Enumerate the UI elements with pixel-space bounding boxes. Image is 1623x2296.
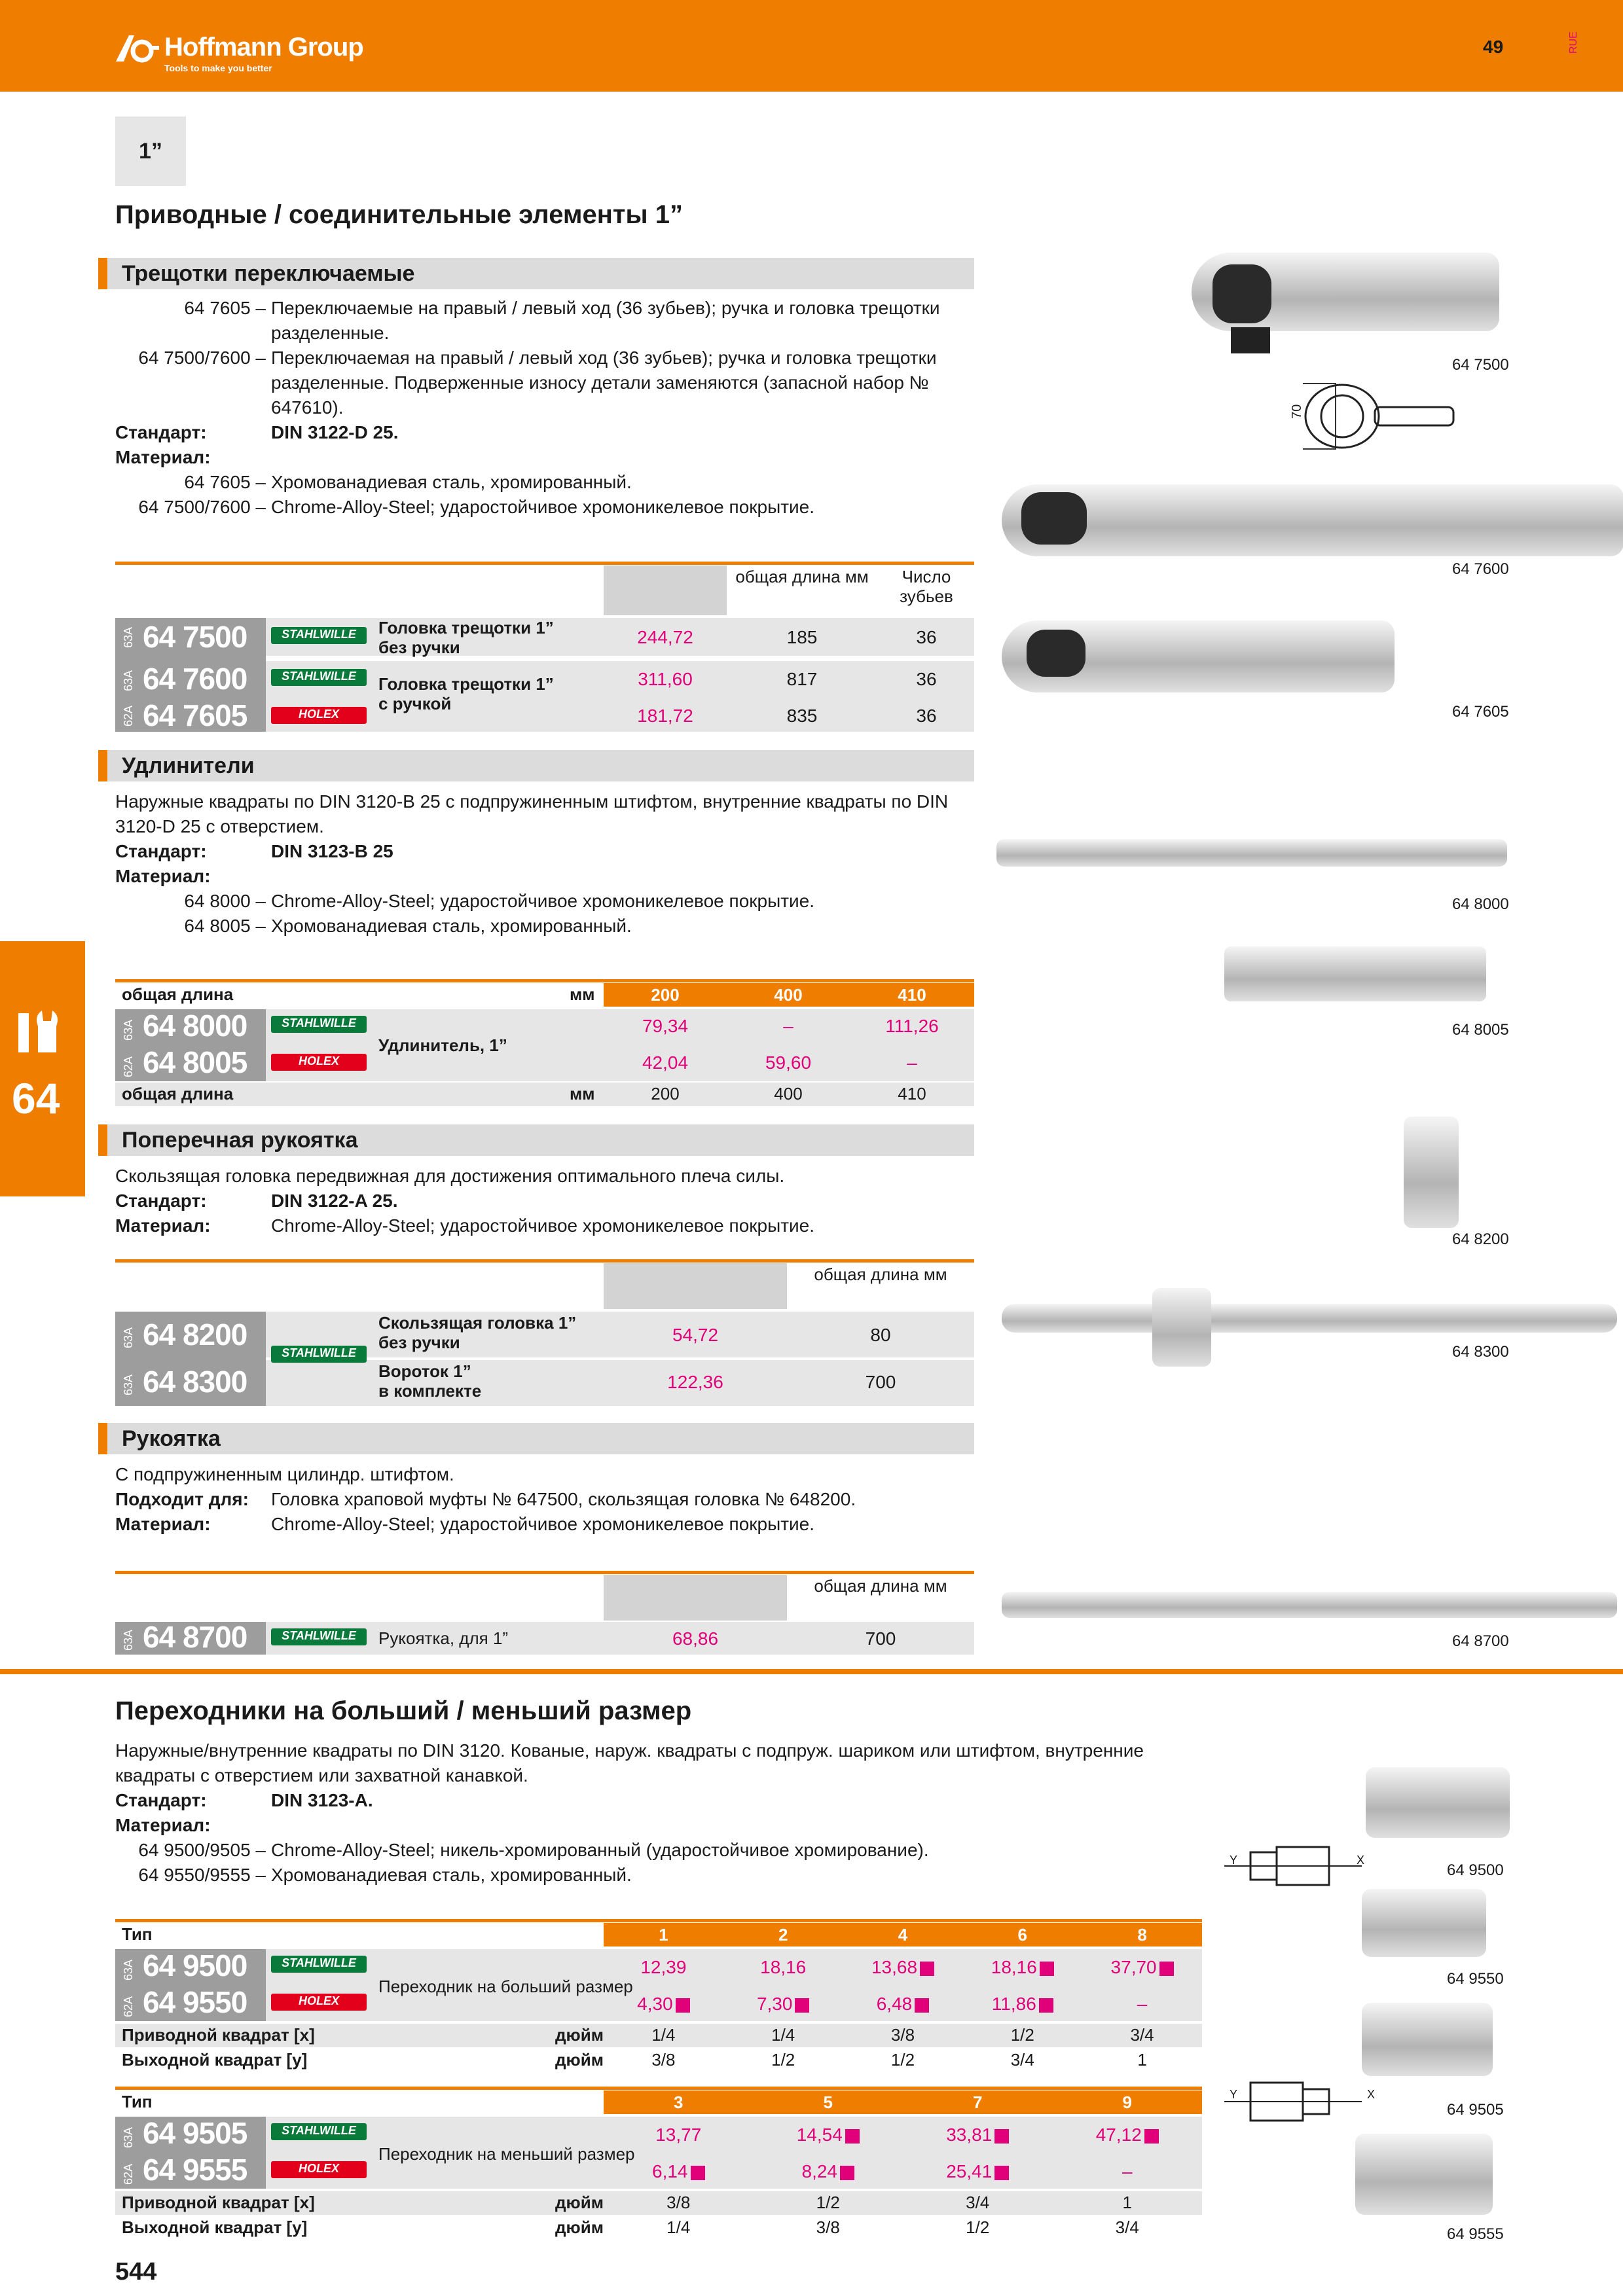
article-number[interactable]: 64 8005 xyxy=(143,1045,247,1079)
type-header: 5 xyxy=(823,2092,833,2112)
drive-size: 1/2 xyxy=(1010,2025,1034,2045)
product-desc xyxy=(378,674,554,713)
desc-code: 64 7605 – xyxy=(184,298,266,318)
standard-value: DIN 3122-A 25. xyxy=(271,1191,398,1211)
page-number-top: 49 xyxy=(1483,37,1504,57)
new-item-marker xyxy=(994,2129,1009,2144)
price-header-cell xyxy=(604,1263,787,1309)
article-number[interactable]: 64 7500 xyxy=(143,620,247,654)
product-desc xyxy=(378,1313,576,1352)
section-extensions xyxy=(98,750,974,781)
brand-label: HOLEX xyxy=(298,1054,339,1067)
image-caption: 64 9555 xyxy=(1447,2225,1504,2243)
image-caption: 64 7600 xyxy=(1452,560,1509,578)
stahlwille-logo xyxy=(271,1346,367,1363)
output-size: 1/2 xyxy=(966,2217,990,2237)
length: 817 xyxy=(786,669,818,689)
standard-label: Стандарт: xyxy=(115,841,207,861)
price: 18,16 xyxy=(760,1957,807,1977)
image-caption: 64 8000 xyxy=(1452,895,1509,913)
axis-label: X xyxy=(1357,1854,1365,1867)
price: 311,60 xyxy=(638,669,693,689)
t-handle-image xyxy=(1002,1304,1617,1333)
new-item-marker xyxy=(1040,1962,1054,1976)
teeth: 36 xyxy=(916,627,937,647)
desc-line: Скользящая головка 1” xyxy=(378,1313,577,1333)
material-text: Хромованадиевая сталь, хромированный. xyxy=(271,916,632,936)
new-item-marker xyxy=(840,2166,854,2180)
group-code: 63A xyxy=(122,626,135,648)
price: 7,30 xyxy=(723,1994,843,2015)
ratchet-square-drive xyxy=(1231,327,1270,353)
group-code: 62A xyxy=(122,705,135,726)
output-label: Выходной квадрат [y] xyxy=(122,2217,308,2237)
desc-line: Вороток 1” xyxy=(378,1361,471,1381)
fits-label: Подходит для: xyxy=(115,1489,249,1509)
size-badge: 1” xyxy=(115,117,186,186)
adapter-image xyxy=(1362,2003,1493,2076)
language-code: RUE xyxy=(1568,31,1579,54)
standard-label: Стандарт: xyxy=(115,1191,207,1211)
brand-label: STAHLWILLE xyxy=(282,1346,356,1359)
unit-label: мм xyxy=(570,984,595,1004)
price: 37,70 xyxy=(1082,1957,1202,1978)
product-desc xyxy=(378,1361,481,1401)
output-size: 1/2 xyxy=(890,2050,915,2070)
wrench-icon xyxy=(14,1007,67,1059)
adapter-drawing xyxy=(1211,2079,1368,2125)
group-code: 63A xyxy=(122,670,135,691)
unit-label: дюйм xyxy=(555,2193,604,2212)
output-size: 3/4 xyxy=(1010,2050,1034,2070)
axis-label: Y xyxy=(1230,1854,1238,1867)
price: 244,72 xyxy=(637,627,693,647)
output-size: 3/4 xyxy=(1115,2217,1139,2237)
drive-size: 1/2 xyxy=(816,2193,840,2212)
table-rule xyxy=(115,1919,1202,1922)
price-header-cell xyxy=(604,1575,787,1621)
fits-text: Головка храповой муфты № 647500, скользящая головка № 648200. xyxy=(271,1489,856,1509)
section-title: Переходники на больший / меньший размер xyxy=(115,1696,692,1725)
price: 181,72 xyxy=(637,706,693,726)
ratchet-description xyxy=(115,296,966,520)
length: 835 xyxy=(786,706,818,726)
material-code: 64 9550/9555 – xyxy=(138,1865,266,1885)
brand-label: HOLEX xyxy=(298,1994,339,2007)
stahlwille-logo xyxy=(271,669,367,686)
brand-label: HOLEX xyxy=(298,708,339,721)
type-label: Тип xyxy=(122,2092,153,2111)
stahlwille-logo xyxy=(271,2123,367,2140)
group-code: 63A xyxy=(122,1959,135,1981)
price: 8,24 xyxy=(754,2161,903,2182)
price: 13,77 xyxy=(655,2125,702,2145)
output-size: 1/2 xyxy=(771,2050,795,2070)
stahlwille-logo xyxy=(271,1956,367,1973)
price: 4,30 xyxy=(604,1994,723,2015)
desc-line: с ручкой xyxy=(378,694,452,713)
article-number[interactable]: 64 9550 xyxy=(143,1985,247,2019)
price: 12,39 xyxy=(640,1957,687,1977)
price: – xyxy=(907,1052,917,1073)
article-number[interactable]: 64 9500 xyxy=(143,1948,247,1982)
material-text: Chrome-Alloy-Steel; ударостойчивое хромоникелевое покрытие. xyxy=(271,497,815,517)
image-caption: 64 8300 xyxy=(1452,1343,1509,1361)
section-heading: Удлинители xyxy=(122,753,255,778)
section-heading: Трещотки переключаемые xyxy=(122,261,415,286)
price: 25,41 xyxy=(903,2161,1053,2182)
axis-label: X xyxy=(1367,2088,1376,2101)
article-number[interactable]: 64 7600 xyxy=(143,662,247,696)
desc-line: без ручки xyxy=(378,637,460,657)
material-code: 64 8000 – xyxy=(184,891,266,911)
image-caption: 64 9500 xyxy=(1447,1861,1504,1879)
col-header-length: общая длина мм xyxy=(735,567,869,586)
handle-bar-image xyxy=(1002,1592,1617,1618)
price: 18,16 xyxy=(962,1957,1082,1978)
length: 700 xyxy=(865,1628,896,1649)
article-number[interactable]: 64 9505 xyxy=(143,2116,247,2150)
image-caption: 64 9550 xyxy=(1447,1970,1504,1988)
article-number[interactable]: 64 7605 xyxy=(143,698,247,732)
material-text: Chrome-Alloy-Steel; ударостойчивое хромоникелевое покрытие. xyxy=(271,1215,815,1236)
type-header: 9 xyxy=(1122,2092,1132,2112)
axis-label: Y xyxy=(1230,2088,1238,2101)
group-code: 63A xyxy=(122,1327,135,1348)
size-row-label: общая длина xyxy=(122,1084,234,1103)
type-header: 4 xyxy=(898,1925,908,1945)
group-code: 62A xyxy=(122,1996,135,2017)
product-desc: Переходник на меньший размер xyxy=(378,2144,635,2164)
desc-text: Переключаемая на правый / левый ход (36 зубьев); ручка и головка трещотки xyxy=(271,348,937,368)
group-code: 63A xyxy=(122,2126,135,2148)
new-item-marker xyxy=(994,2166,1009,2180)
standard-value: DIN 3122-D 25. xyxy=(271,422,399,442)
desc-line: без ручки xyxy=(378,1333,460,1352)
material-label: Материал: xyxy=(115,1215,211,1236)
price: 68,86 xyxy=(672,1628,719,1649)
brand-name: Hoffmann Group xyxy=(164,33,363,62)
brand-label: STAHLWILLE xyxy=(282,1629,356,1642)
drive-size: 3/4 xyxy=(966,2193,990,2212)
article-number[interactable]: 64 8200 xyxy=(143,1318,247,1352)
page-number-bottom: 544 xyxy=(115,2258,157,2286)
price: 14,54 xyxy=(754,2125,903,2145)
size-row-label: общая длина xyxy=(122,984,234,1004)
table-rule xyxy=(115,562,974,565)
drive-size: 1 xyxy=(1122,2193,1132,2212)
product-desc: Рукоятка, для 1” xyxy=(378,1628,509,1648)
image-caption: 64 7605 xyxy=(1452,703,1509,721)
brand-label: HOLEX xyxy=(298,2162,339,2175)
drive-size: 1/4 xyxy=(771,2025,795,2045)
desc-line: С подпружиненным цилиндр. штифтом. xyxy=(115,1464,454,1484)
table-rule xyxy=(115,979,974,982)
price: 47,12 xyxy=(1053,2125,1203,2145)
output-size: 1 xyxy=(1137,2050,1147,2070)
section-handle xyxy=(98,1423,974,1454)
section-crossbar xyxy=(98,1124,974,1156)
group-code: 63A xyxy=(122,1629,135,1651)
type-header: 6 xyxy=(1017,1925,1028,1945)
desc-line: Головка трещотки 1” xyxy=(378,674,554,694)
ratchet-drawing xyxy=(1283,377,1480,456)
crossbar-description xyxy=(115,1164,979,1238)
hoffmann-logo-icon xyxy=(115,33,160,64)
brand-label: STAHLWILLE xyxy=(282,2124,356,2137)
holex-logo xyxy=(271,707,367,724)
new-item-marker xyxy=(920,1962,934,1976)
type-label: Тип xyxy=(122,1924,153,1944)
output-size: 3/8 xyxy=(651,2050,676,2070)
table-rule xyxy=(115,2087,1202,2090)
material-label: Материал: xyxy=(115,1514,211,1534)
handle-description xyxy=(115,1462,979,1537)
price: 6,48 xyxy=(843,1994,963,2015)
unit-label: дюйм xyxy=(555,2050,604,2070)
price: 11,86 xyxy=(962,1994,1082,2015)
stahlwille-logo xyxy=(271,627,367,644)
ratchet-knob xyxy=(1027,630,1085,677)
adapters-description xyxy=(115,1738,1228,1888)
ratchet-knob xyxy=(1021,492,1087,545)
holex-logo xyxy=(271,2161,367,2178)
col-header-teeth: Число зубьев xyxy=(900,567,953,606)
material-text: Хромованадиевая сталь, хромированный. xyxy=(271,472,632,492)
article-number[interactable]: 64 8700 xyxy=(143,1620,247,1654)
output-label: Выходной квадрат [y] xyxy=(122,2050,308,2070)
section-heading: Рукоятка xyxy=(122,1426,221,1451)
chapter-number: 64 xyxy=(12,1074,60,1122)
standard-label: Стандарт: xyxy=(115,422,207,442)
type-header: 7 xyxy=(973,2092,983,2112)
product-desc: Удлинитель, 1” xyxy=(378,1035,507,1055)
type-header: 3 xyxy=(674,2092,684,2112)
material-text: Chrome-Alloy-Steel; никель-хромированный (ударостойчивое хромирование). xyxy=(271,1840,929,1860)
size-header: 200 xyxy=(651,985,680,1005)
new-item-marker xyxy=(1039,1998,1053,2013)
group-code: 63A xyxy=(122,1374,135,1395)
desc-line: Наружные квадраты по DIN 3120-B 25 с подпружиненным штифтом, внутренние квадраты по DIN xyxy=(115,791,949,812)
article-number[interactable]: 64 9555 xyxy=(143,2153,247,2187)
drive-label: Приводной квадрат [x] xyxy=(122,2193,315,2212)
desc-line: 3120-D 25 с отверстием. xyxy=(115,816,324,836)
image-caption: 64 9505 xyxy=(1447,2101,1504,2119)
teeth: 36 xyxy=(916,669,937,689)
new-item-marker xyxy=(795,1998,809,2013)
desc-line: квадраты с отверстием или захватной канавкой. xyxy=(115,1765,528,1785)
price: 6,14 xyxy=(604,2161,754,2182)
length: 80 xyxy=(870,1325,891,1345)
size-value: 200 xyxy=(651,1084,680,1103)
new-item-marker xyxy=(915,1998,929,2013)
product-desc xyxy=(378,618,554,657)
material-text: Хромованадиевая сталь, хромированный. xyxy=(271,1865,632,1885)
dimension-label: 70 xyxy=(1290,404,1304,419)
new-item-marker xyxy=(676,1998,690,2013)
new-item-marker xyxy=(1159,1962,1174,1976)
new-item-marker xyxy=(1144,2129,1159,2144)
desc-text: 647610). xyxy=(271,397,344,418)
price: 122,36 xyxy=(667,1372,723,1392)
material-text: Chrome-Alloy-Steel; ударостойчивое хромоникелевое покрытие. xyxy=(271,891,815,911)
sliding-head-image xyxy=(1404,1117,1459,1228)
brand-label: STAHLWILLE xyxy=(282,670,356,683)
drive-size: 1/4 xyxy=(651,2025,676,2045)
price: – xyxy=(1137,1994,1148,2014)
material-code: 64 7500/7600 – xyxy=(138,497,266,517)
holex-logo xyxy=(271,1054,367,1071)
price: 42,04 xyxy=(642,1052,689,1073)
drive-label: Приводной квадрат [x] xyxy=(122,2025,315,2045)
desc-line: в комплекте xyxy=(378,1381,482,1401)
price: 33,81 xyxy=(903,2125,1053,2145)
section-heading: Поперечная рукоятка xyxy=(122,1128,358,1153)
adapter-image xyxy=(1355,2134,1493,2215)
desc-text: разделенные. Подверженные износу детали заменяются (запасной набор № xyxy=(271,372,929,393)
drive-size: 3/8 xyxy=(666,2193,691,2212)
desc-text: Переключаемые на правый / левый ход (36 зубьев); ручка и головка трещотки xyxy=(271,298,940,318)
price: 13,68 xyxy=(843,1957,963,1978)
standard-label: Стандарт: xyxy=(115,1790,207,1810)
price: 54,72 xyxy=(672,1325,719,1345)
price: 111,26 xyxy=(885,1016,939,1036)
size-header: 400 xyxy=(774,985,803,1005)
hoffmann-logo xyxy=(115,27,455,80)
output-size: 3/8 xyxy=(816,2217,840,2237)
extension-bar-image xyxy=(996,839,1507,867)
article-number[interactable]: 64 8300 xyxy=(143,1365,247,1399)
section-divider xyxy=(0,1669,1623,1674)
unit-label: дюйм xyxy=(555,2025,604,2045)
material-code: 64 8005 – xyxy=(184,916,266,936)
size-value: 410 xyxy=(898,1084,926,1103)
stahlwille-logo xyxy=(271,1628,367,1645)
brand-tagline: Tools to make you better xyxy=(164,63,272,73)
desc-line: Скользящая головка передвижная для достижения оптимального плеча силы. xyxy=(115,1166,785,1186)
price: 79,34 xyxy=(642,1016,689,1036)
type-header: 2 xyxy=(778,1925,788,1945)
desc-text: разделенные. xyxy=(271,323,390,343)
desc-code xyxy=(115,370,271,395)
desc-line: Головка трещотки 1” xyxy=(378,618,554,637)
material-label: Материал: xyxy=(115,447,211,467)
extension-short-image xyxy=(1224,946,1486,1001)
standard-value: DIN 3123-B 25 xyxy=(271,841,393,861)
group-code: 63A xyxy=(122,1019,135,1041)
stahlwille-logo xyxy=(271,1016,367,1033)
group-code: 62A xyxy=(122,2163,135,2185)
material-text: Chrome-Alloy-Steel; ударостойчивое хромоникелевое покрытие. xyxy=(271,1514,815,1534)
type-header: 8 xyxy=(1137,1925,1147,1945)
image-caption: 64 8700 xyxy=(1452,1632,1509,1650)
image-caption: 64 8005 xyxy=(1452,1021,1509,1039)
table-rule xyxy=(115,1571,974,1574)
drive-size: 3/8 xyxy=(890,2025,915,2045)
article-number[interactable]: 64 8000 xyxy=(143,1009,247,1043)
extensions-description xyxy=(115,789,979,939)
adapter-image xyxy=(1362,1889,1486,1957)
material-label: Материал: xyxy=(115,1815,211,1835)
image-caption: 64 8200 xyxy=(1452,1230,1509,1248)
desc-code: 64 7500/7600 – xyxy=(138,348,266,368)
price: 59,60 xyxy=(765,1052,812,1073)
material-label: Материал: xyxy=(115,866,211,886)
page-title: Приводные / соединительные элементы 1” xyxy=(115,200,684,229)
length: 185 xyxy=(786,627,818,647)
unit-label: дюйм xyxy=(555,2217,604,2237)
size-value: 400 xyxy=(774,1084,803,1103)
new-item-marker xyxy=(845,2129,860,2144)
material-code: 64 9500/9505 – xyxy=(138,1840,266,1860)
price: – xyxy=(1122,2161,1133,2181)
image-caption: 64 7500 xyxy=(1452,356,1509,374)
price-header-cell xyxy=(604,565,727,615)
group-code: 62A xyxy=(122,1056,135,1077)
output-size: 1/4 xyxy=(666,2217,691,2237)
ratchet-with-handle-image xyxy=(1002,484,1623,556)
product-desc: Переходник на больший размер xyxy=(378,1977,633,1996)
size-header: 410 xyxy=(898,985,926,1005)
table-rule xyxy=(115,1259,974,1263)
brand-label: STAHLWILLE xyxy=(282,1016,356,1030)
standard-value: DIN 3123-A. xyxy=(271,1790,373,1810)
section-ratchets xyxy=(98,258,974,289)
desc-code xyxy=(115,321,271,346)
holex-logo xyxy=(271,1994,367,2011)
unit-label: мм xyxy=(570,1084,595,1103)
teeth: 36 xyxy=(916,706,937,726)
col-header-length: общая длина мм xyxy=(814,1576,947,1596)
t-handle-slider xyxy=(1152,1288,1211,1367)
adapter-image xyxy=(1366,1767,1510,1838)
new-item-marker xyxy=(691,2166,705,2180)
col-header-length: общая длина мм xyxy=(814,1265,947,1284)
brand-label: STAHLWILLE xyxy=(282,1956,356,1969)
length: 700 xyxy=(865,1372,896,1392)
ratchet-knob xyxy=(1213,264,1271,323)
desc-code xyxy=(115,395,271,420)
chapter-tab xyxy=(0,941,85,1196)
type-header: 1 xyxy=(659,1925,668,1945)
price: – xyxy=(783,1016,793,1036)
drive-size: 3/4 xyxy=(1130,2025,1154,2045)
brand-label: STAHLWILLE xyxy=(282,628,356,641)
desc-line: Наружные/внутренние квадраты по DIN 3120. Кованые, наруж. квадраты с подпруж. шариком или штифтом, внутренние xyxy=(115,1740,1144,1761)
material-code: 64 7605 – xyxy=(184,472,266,492)
